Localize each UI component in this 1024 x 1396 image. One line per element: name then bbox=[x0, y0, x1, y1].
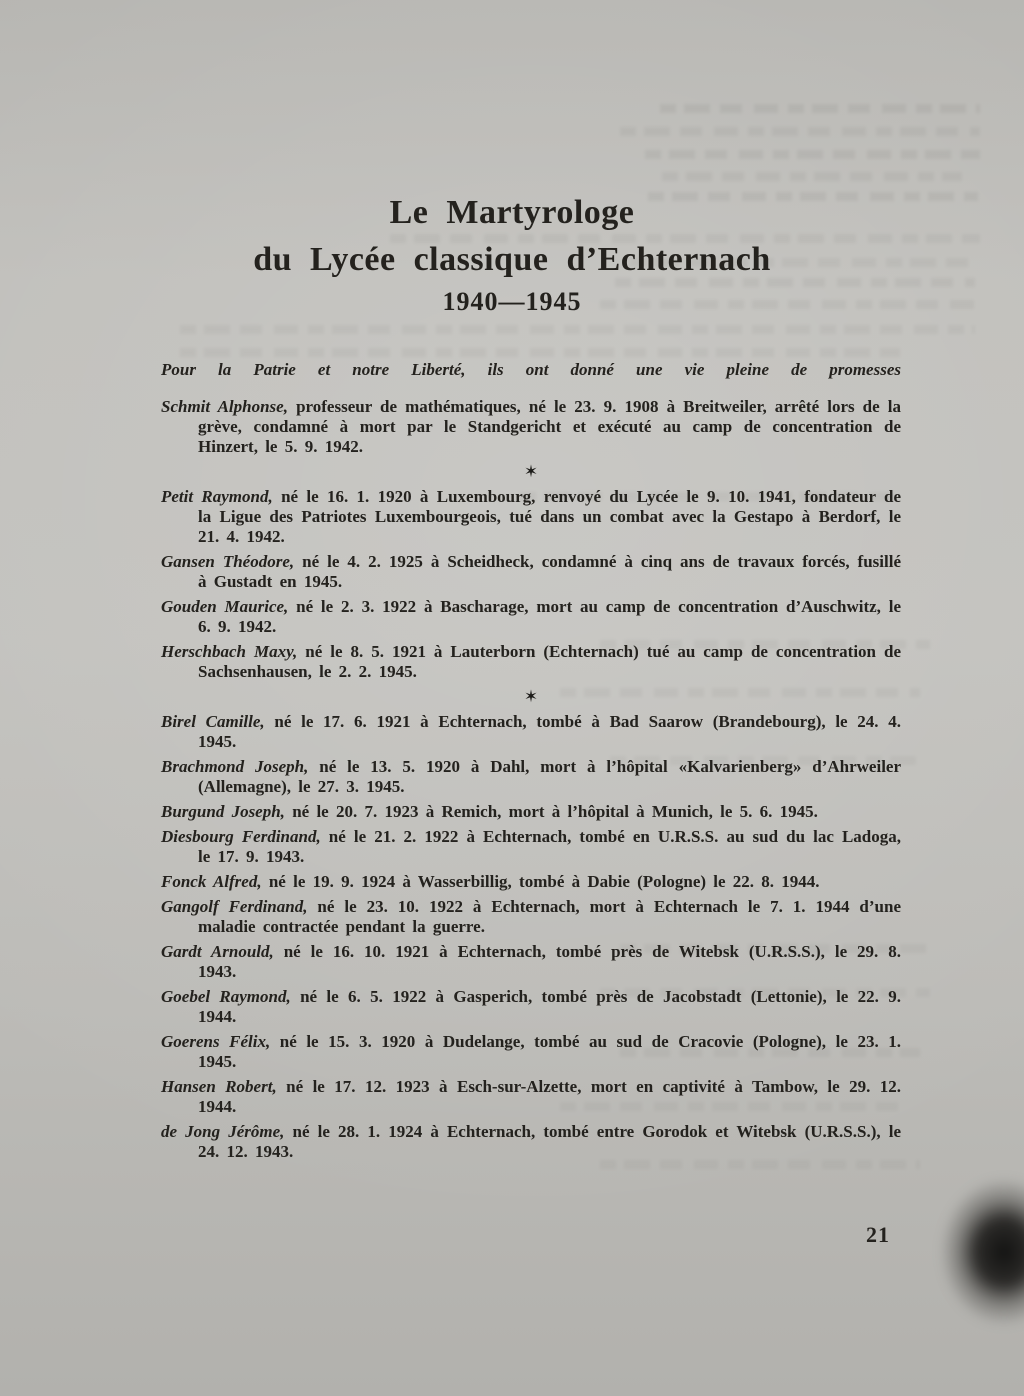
martyr-details: né le 15. 3. 1920 à Dudelange, tombé au sud de Cracovie (Pologne), le 23. 1. 1945. bbox=[198, 1032, 902, 1071]
martyr-entry bbox=[161, 802, 901, 822]
martyr-name: Fonck Alfred, bbox=[161, 872, 262, 891]
page-number: 21 bbox=[866, 1222, 890, 1247]
text-column bbox=[161, 360, 901, 1167]
epigraph: Pour la Patrie et notre Liberté, ils ont donné une vie pleine de promesses bbox=[161, 360, 901, 379]
martyr-details: professeur de mathématiques, né le 23. 9. 1908 à Breitweiler, arrêté lors de la grève, condamné à mort par le Standgericht et exécuté au camp de concentration de Hinzert, le 5. 9. 1942. bbox=[198, 397, 901, 456]
martyr-entry bbox=[161, 987, 901, 1027]
bleedthrough-ghost-line bbox=[180, 325, 975, 334]
martyr-entry bbox=[161, 942, 901, 982]
martyr-details: né le 13. 5. 1920 à Dahl, mort à l’hôpital «Kalvarienberg» d’Ahrweiler (Allemagne), le 27. 3. 1945. bbox=[198, 757, 902, 796]
martyr-name: Herschbach Maxy, bbox=[161, 642, 298, 661]
martyr-name: Petit Raymond, bbox=[161, 487, 273, 506]
martyr-name: Birel Camille, bbox=[161, 712, 265, 731]
martyr-entry bbox=[161, 1032, 901, 1072]
martyr-details: né le 4. 2. 1925 à Scheidheck, condamné à cinq ans de travaux forcés, fusillé à Gustadt en 1945. bbox=[198, 552, 901, 591]
martyr-name: Brachmond Joseph, bbox=[161, 757, 309, 776]
martyr-name: Gangolf Ferdinand, bbox=[161, 897, 308, 916]
martyr-details: né le 16. 1. 1920 à Luxembourg, renvoyé du Lycée le 9. 10. 1941, fondateur de la Ligue des Patriotes Luxembourgeois, tué dans un combat avec la Gestapo à Berdorf, le 21. 4. 1942. bbox=[198, 487, 901, 546]
martyr-entry bbox=[161, 827, 901, 867]
scan-shadow-blob bbox=[940, 1178, 1024, 1326]
martyr-details: né le 8. 5. 1921 à Lauterborn (Echternach) tué au camp de concentration de Sachsenhausen, le 2. 2. 1945. bbox=[198, 642, 901, 681]
martyr-entry bbox=[161, 642, 901, 682]
martyr-entry bbox=[161, 757, 901, 797]
martyr-name: Goebel Raymond, bbox=[161, 987, 291, 1006]
martyr-name: Gardt Arnould, bbox=[161, 942, 274, 961]
martyr-entry bbox=[161, 552, 901, 592]
bleedthrough-ghost-line bbox=[645, 150, 980, 159]
bleedthrough-ghost-line bbox=[180, 348, 900, 357]
martyr-details: né le 23. 10. 1922 à Echternach, mort à Echternach le 7. 1. 1944 d’une maladie contractée pendant la guerre. bbox=[198, 897, 901, 936]
martyr-name: Diesbourg Ferdinand, bbox=[161, 827, 321, 846]
martyr-details: né le 17. 6. 1921 à Echternach, tombé à Bad Saarow (Brandebourg), le 24. 4. 1945. bbox=[198, 712, 901, 751]
martyr-entry bbox=[161, 1122, 901, 1162]
martyr-entry bbox=[161, 897, 901, 937]
bleedthrough-ghost-line bbox=[660, 104, 980, 113]
martyr-name: Gouden Maurice, bbox=[161, 597, 289, 616]
martyr-entry bbox=[161, 1077, 901, 1117]
martyr-details: né le 20. 7. 1923 à Remich, mort à l’hôpital à Munich, le 5. 6. 1945. bbox=[292, 802, 818, 821]
bleedthrough-ghost-line bbox=[662, 172, 962, 181]
martyr-name: Hansen Robert, bbox=[161, 1077, 277, 1096]
bleedthrough-ghost-line bbox=[620, 127, 980, 136]
martyr-entry bbox=[161, 712, 901, 752]
martyr-name: Gansen Théodore, bbox=[161, 552, 295, 571]
martyr-entry bbox=[161, 872, 901, 892]
martyr-details: né le 28. 1. 1924 à Echternach, tombé entre Gorodok et Witebsk (U.R.S.S.), le 24. 12. 1943. bbox=[198, 1122, 901, 1161]
martyr-entry bbox=[161, 597, 901, 637]
martyr-name: Goerens Félix, bbox=[161, 1032, 271, 1051]
section-separator-star-icon: ✶ bbox=[523, 687, 539, 707]
section-separator-star-icon: ✶ bbox=[523, 462, 539, 482]
martyr-entry bbox=[161, 397, 901, 457]
title-years: 1940—1945 bbox=[442, 287, 582, 316]
martyr-details: né le 17. 12. 1923 à Esch-sur-Alzette, mort en captivité à Tambow, le 29. 12. 1944. bbox=[198, 1077, 901, 1116]
martyr-details: né le 16. 10. 1921 à Echternach, tombé près de Witebsk (U.R.S.S.), le 29. 8. 1943. bbox=[198, 942, 901, 981]
title-line-1: Le Martyrologe bbox=[389, 194, 635, 231]
title-line-2: du Lycée classique d’Echternach bbox=[253, 241, 771, 278]
martyr-details: né le 19. 9. 1924 à Wasserbillig, tombé à Dabie (Pologne) le 22. 8. 1944. bbox=[268, 872, 820, 891]
martyr-name: Burgund Joseph, bbox=[161, 802, 285, 821]
martyr-name: de Jong Jérôme, bbox=[161, 1122, 285, 1141]
martyr-details: né le 21. 2. 1922 à Echternach, tombé en U.R.S.S. au sud du lac Ladoga, le 17. 9. 1943. bbox=[198, 827, 901, 866]
martyr-entry bbox=[161, 487, 901, 547]
martyr-details: né le 6. 5. 1922 à Gasperich, tombé près de Jacobstadt (Lettonie), le 22. 9. 1944. bbox=[198, 987, 902, 1026]
martyr-list bbox=[161, 397, 901, 1162]
martyr-details: né le 2. 3. 1922 à Bascharage, mort au camp de concentration d’Auschwitz, le 6. 9. 1942. bbox=[198, 597, 901, 636]
martyr-name: Schmit Alphonse, bbox=[161, 397, 288, 416]
page-title bbox=[0, 190, 1024, 320]
